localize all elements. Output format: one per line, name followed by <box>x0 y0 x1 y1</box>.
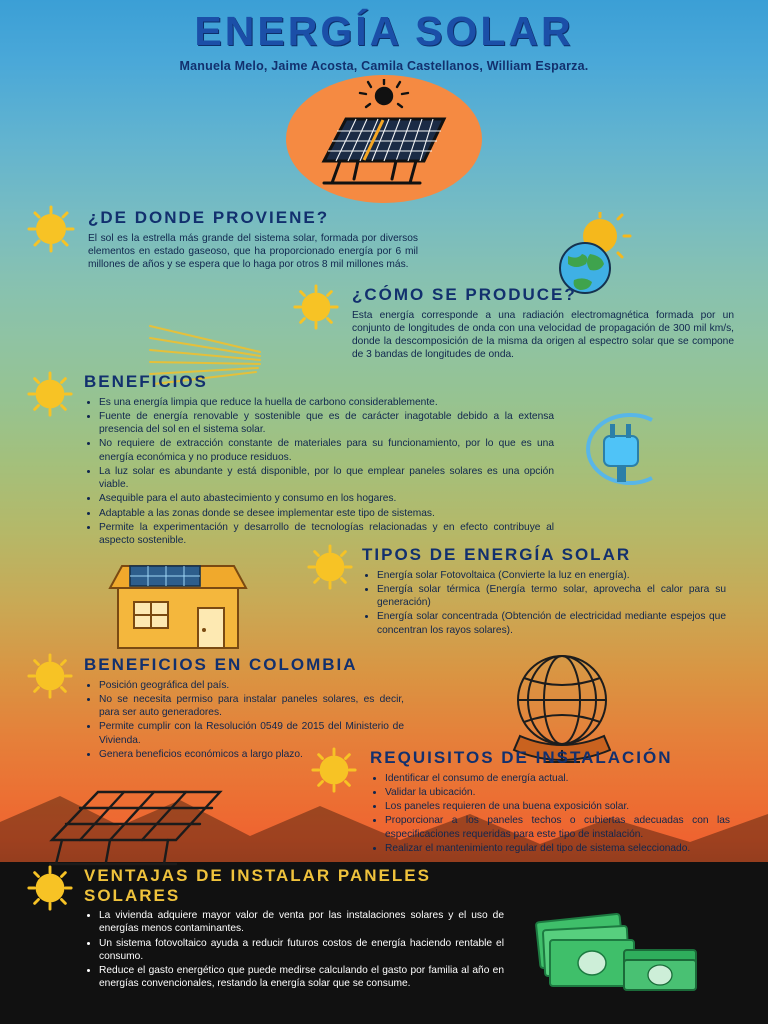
sun-icon <box>26 864 74 912</box>
list-item: • Energía solar concentrada (Obtención de electricidad mediante espejos que concentran los rayos solares). <box>377 610 726 637</box>
list-item: • Un sistema fotovoltaico ayuda a reducir futuros costos de energía haciendo rentable el consumo. <box>99 937 504 964</box>
section-ventajas-title: VENTAJAS DE INSTALAR PANELES SOLARES <box>84 866 431 905</box>
list-item: • Proporcionar a los paneles techos o cubiertas adecuadas con las especificaciones requeridas para este tipo de instalación. <box>385 814 730 841</box>
list-item: • Permite cumplir con la Resolución 0549 de 2015 del Ministerio de Vivienda. <box>99 720 404 747</box>
list-item: • Energía solar térmica (Energía termo solar, aprovecha el calor para su generación) <box>377 583 726 610</box>
list-item: • Reduce el gasto energético que puede medirse calculando el gasto por familia al año en energías convencionales, restando la energía solar que se consume. <box>99 964 504 991</box>
list-item: • La vivienda adquiere mayor valor de venta por las instalaciones solares y el uso de energías menos contaminantes. <box>99 909 504 936</box>
sun-icon <box>26 204 76 254</box>
list-item: • Los paneles requieren de una buena exposición solar. <box>385 800 730 813</box>
section-origen-title: ¿DE DONDE PROVIENE? <box>88 208 330 227</box>
hero-illustration <box>0 75 768 201</box>
section-ventajas <box>84 866 504 992</box>
list-item: • Permite la experimentación y desarrollo de tecnologías relacionadas y en efecto contribuye al aspecto sostenible. <box>99 521 554 548</box>
list-item: • Realizar el mantenimiento regular del tipo de sistema seleccionado. <box>385 842 730 855</box>
poster-header <box>0 0 768 73</box>
section-produccion-text: Esta energía corresponde a una radiación electromagnética formada por un conjunto de longitudes de onda con una velocidad de propagación de 300 mil km/s, donde la descomposición de la misma da origen al espectro solar que se compone de 3 bandas de longitudes de onda. <box>352 309 734 360</box>
section-ventajas-list <box>84 909 504 991</box>
section-tipos <box>362 545 726 638</box>
list-item: • La luz solar es abundante y está disponible, por lo que emplear paneles solares es una opción viable. <box>99 465 554 492</box>
authors-line: Manuela Melo, Jaime Acosta, Camila Castellanos, William Esparza. <box>179 59 589 73</box>
section-produccion-title: ¿CÓMO SE PRODUCE? <box>352 285 577 304</box>
section-tipos-list <box>362 569 726 637</box>
section-origen <box>88 208 418 271</box>
list-item: • No se necesita permiso para instalar paneles solares, es decir, para ser auto generadores. <box>99 693 404 720</box>
solar-panel-with-sun-icon <box>284 79 484 201</box>
list-item: • Es una energía limpia que reduce la huella de carbono considerablemente. <box>99 396 554 409</box>
section-tipos-title: TIPOS DE ENERGÍA SOLAR <box>362 545 632 564</box>
list-item: • Energía solar Fotovoltaica (Convierte la luz en energía). <box>377 569 726 582</box>
ground-mounted-panel-icon <box>40 778 240 868</box>
sun-icon <box>306 543 354 591</box>
section-origen-text: El sol es la estrella más grande del sistema solar, formada por diversos elementos en estado gaseoso, que ha proporcionado energía por 6 mil millones de años y se espera que lo haga por otros 8 mil millones más. <box>88 232 418 270</box>
sun-icon <box>310 746 358 794</box>
plug-icon <box>560 400 680 500</box>
section-produccion <box>352 285 734 361</box>
sun-icon <box>292 283 340 331</box>
list-item: • Asequible para el auto abastecimiento y consumo en los hogares. <box>99 492 554 505</box>
section-requisitos-list <box>370 772 730 856</box>
sun-icon <box>26 370 74 418</box>
list-item: • No requiere de extracción constante de materiales para su funcionamiento, por lo que es una energía económica y no produce residuos. <box>99 437 554 464</box>
list-item: • Validar la ubicación. <box>385 786 730 799</box>
sun-icon <box>26 652 74 700</box>
section-colombia-title: BENEFICIOS EN COLOMBIA <box>84 655 358 674</box>
money-stack-icon <box>520 900 710 1005</box>
page-title: ENERGÍA SOLAR <box>194 8 574 54</box>
list-item: • Adaptable a las zonas donde se desee implementar este tipo de sistemas. <box>99 507 554 520</box>
house-with-solar-roof-icon <box>96 548 286 653</box>
list-item: • Genera beneficios económicos a largo plazo. <box>99 748 404 761</box>
list-item: • Posición geográfica del país. <box>99 679 404 692</box>
section-beneficios-list <box>84 396 554 548</box>
section-beneficios <box>84 372 554 548</box>
section-beneficios-title: BENEFICIOS <box>84 372 208 391</box>
list-item: • Fuente de energía renovable y sostenible que es de carácter inagotable debido a la extensa presencia del sol en el sistema solar. <box>99 410 554 437</box>
section-requisitos <box>370 748 730 856</box>
list-item: • Identificar el consumo de energía actual. <box>385 772 730 785</box>
section-requisitos-title: REQUISITOS DE INSTALACIÓN <box>370 748 673 767</box>
